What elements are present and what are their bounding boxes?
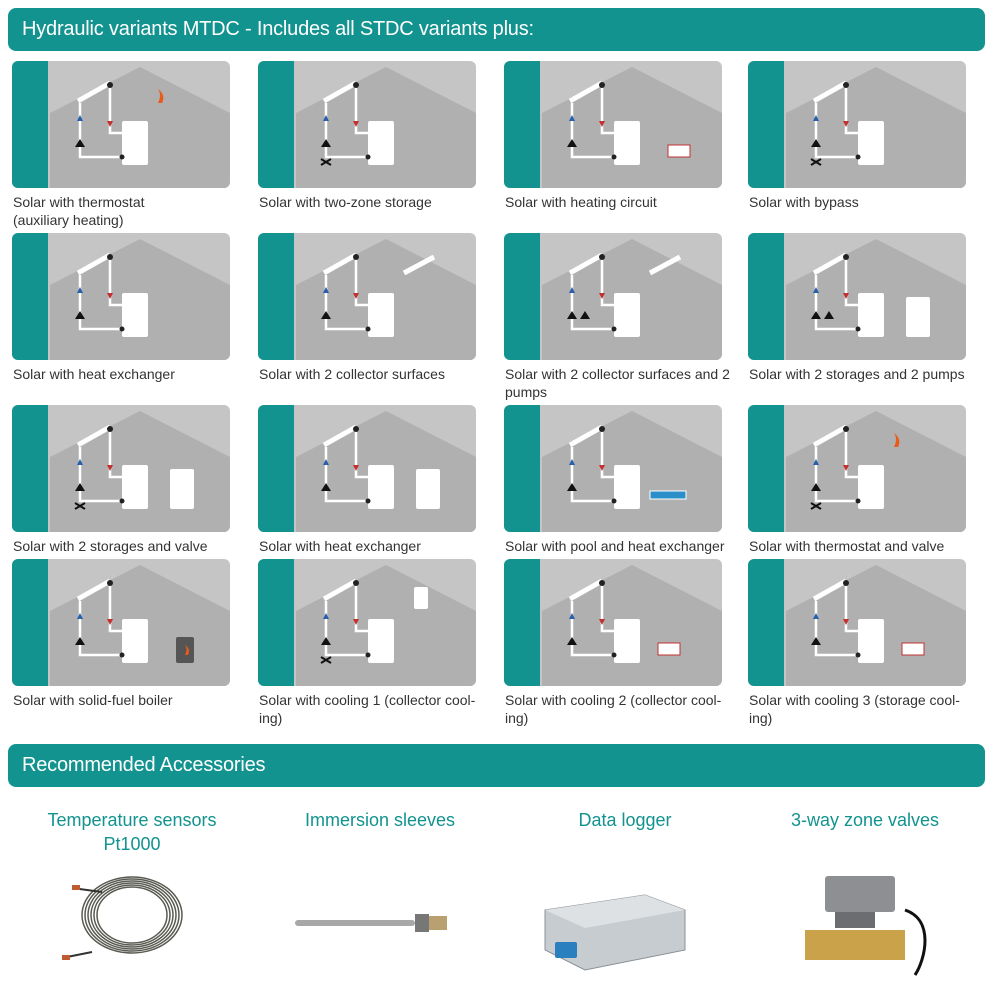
variant-caption: Solar with 2 collector surfaces [259, 366, 445, 382]
variant-caption: Solar with 2 collector surfaces and 2 pumps [505, 366, 730, 400]
immersion-sleeve-icon [280, 870, 480, 980]
variant-tile [258, 405, 476, 532]
variant-tile [12, 405, 230, 532]
variant-tile [748, 559, 966, 686]
two-storages-two-pumps-diagram-icon [784, 233, 966, 360]
tile-accent-strip [12, 405, 48, 532]
hydraulic-variants-banner: Hydraulic variants MTDC - Includes all STDC variants plus: [8, 8, 985, 51]
tile-accent-strip [12, 559, 48, 686]
tile-accent-strip [748, 559, 784, 686]
variant-tile [748, 233, 966, 360]
accessory-title: Data logger [578, 810, 672, 830]
tile-accent-strip [504, 405, 540, 532]
solid-fuel-boiler-diagram-icon [48, 559, 230, 686]
tile-accent-strip [12, 61, 48, 188]
variant-caption: Solar with bypass [749, 194, 859, 210]
tile-accent-strip [258, 559, 294, 686]
two-collectors-diagram-icon [294, 233, 476, 360]
cooling-2-diagram-icon [540, 559, 722, 686]
tile-accent-strip [258, 405, 294, 532]
variant-tile [504, 233, 722, 360]
variant-tile [748, 405, 966, 532]
variant-tile [258, 233, 476, 360]
accessory-title: Temperature sensors Pt1000 [47, 810, 217, 854]
tile-accent-strip [12, 233, 48, 360]
tile-accent-strip [748, 233, 784, 360]
two-collectors-two-pumps-diagram-icon [540, 233, 722, 360]
tile-accent-strip [504, 559, 540, 686]
variant-caption: Solar with thermostat (auxiliary heating) [13, 194, 145, 228]
variant-tile [258, 61, 476, 188]
zone-valve-icon [765, 870, 965, 980]
thermostat-diagram-icon [48, 61, 230, 188]
variant-caption: Solar with two-zone storage [259, 194, 432, 210]
variant-caption: Solar with pool and heat exchanger [505, 538, 725, 554]
variant-caption: Solar with heat exchanger [13, 366, 175, 382]
variant-tile [12, 233, 230, 360]
variant-caption: Solar with 2 storages and valve [13, 538, 208, 554]
tile-accent-strip [748, 405, 784, 532]
variant-tile [504, 61, 722, 188]
variant-tile [748, 61, 966, 188]
tile-accent-strip [504, 61, 540, 188]
accessory-title: 3-way zone valves [790, 810, 940, 830]
variant-caption: Solar with heat exchanger [259, 538, 421, 554]
bypass-diagram-icon [784, 61, 966, 188]
temperature-sensor-cable-icon [32, 870, 232, 980]
tile-accent-strip [258, 61, 294, 188]
variant-caption: Solar with cooling 2 (collector cool- ing) [505, 692, 722, 726]
cooling-1-diagram-icon [294, 559, 476, 686]
variant-tile [504, 559, 722, 686]
thermostat-valve-diagram-icon [784, 405, 966, 532]
tile-accent-strip [504, 233, 540, 360]
variant-tile [12, 61, 230, 188]
accessory-title: Immersion sleeves [304, 810, 456, 830]
tile-accent-strip [258, 233, 294, 360]
variant-tile [12, 559, 230, 686]
variant-caption: Solar with heating circuit [505, 194, 657, 210]
heat-exchanger-diagram-icon [48, 233, 230, 360]
variant-caption: Solar with cooling 1 (collector cool- ing) [259, 692, 476, 726]
variant-caption: Solar with cooling 3 (storage cool- ing) [749, 692, 960, 726]
cooling-3-diagram-icon [784, 559, 966, 686]
variant-caption: Solar with 2 storages and 2 pumps [749, 366, 965, 382]
variant-caption: Solar with solid-fuel boiler [13, 692, 173, 708]
data-logger-box-icon [525, 870, 725, 980]
heating-circuit-diagram-icon [540, 61, 722, 188]
variant-tile [504, 405, 722, 532]
pool-heat-exchanger-diagram-icon [540, 405, 722, 532]
accessories-banner: Recommended Accessories [8, 744, 985, 787]
heat-exchanger-two-storages-diagram-icon [294, 405, 476, 532]
variant-caption: Solar with thermostat and valve [749, 538, 945, 554]
two-storages-valve-diagram-icon [48, 405, 230, 532]
variant-tile [258, 559, 476, 686]
tile-accent-strip [748, 61, 784, 188]
two-zone-storage-diagram-icon [294, 61, 476, 188]
